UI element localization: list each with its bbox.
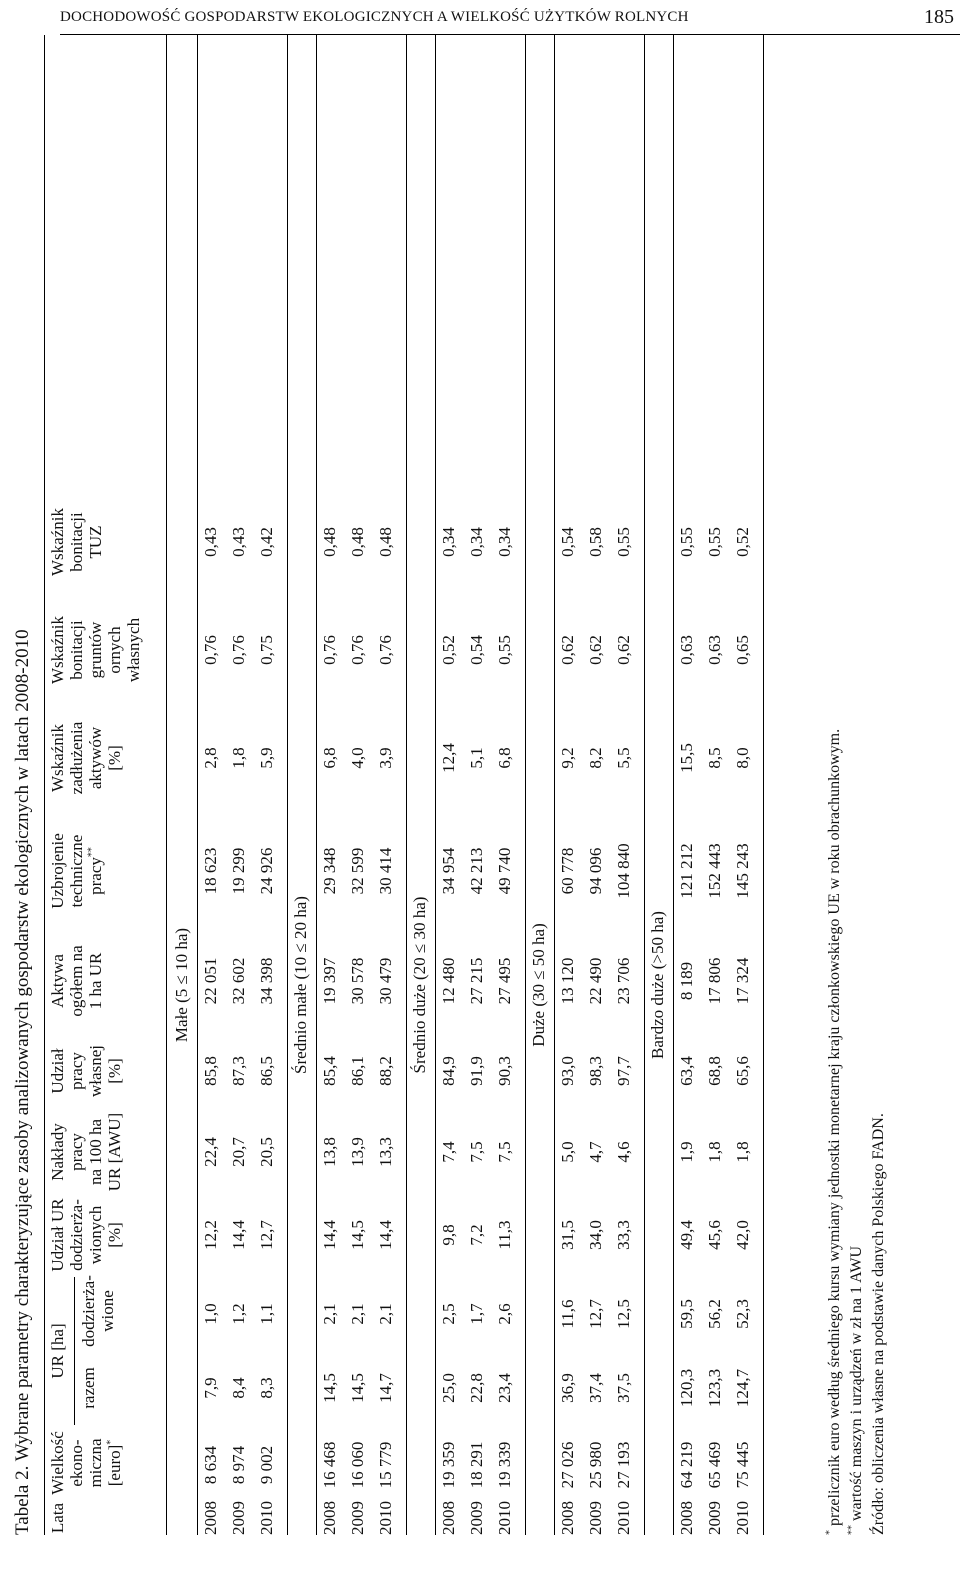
table-cell: 8,2 [586, 747, 605, 769]
table-cell: 1,8 [705, 1141, 724, 1163]
header-naklady-line: pracy [67, 1133, 86, 1171]
table-cell: 8,3 [257, 1377, 276, 1399]
table-cell: 11,3 [495, 1220, 514, 1250]
header-naklady-line: na 100 ha [86, 1118, 105, 1186]
section-rule [763, 35, 764, 1535]
table-cell: 0,54 [467, 635, 486, 665]
footnote-mark: ** [846, 1525, 858, 1535]
table-cell: 0,76 [229, 635, 248, 665]
table-cell: 8,4 [229, 1377, 248, 1399]
table-cell: 0,75 [257, 635, 276, 665]
header-bonitacja-gruntow-line: ornych [105, 626, 124, 674]
table-cell: 4,6 [614, 1141, 633, 1163]
header-uzbrojenie-line [86, 811, 105, 931]
table-cell: 2008 [201, 1501, 220, 1535]
header-wielkosc-line [105, 1423, 124, 1503]
table-cell: 2010 [614, 1501, 633, 1535]
table-cell: 2010 [257, 1501, 276, 1535]
header-udzial-ur-line: [%] [105, 1222, 124, 1248]
table-cell: 85,8 [201, 1056, 220, 1086]
table-cell: 9,2 [558, 747, 577, 769]
table-cell: 22 051 [201, 957, 220, 1005]
rule-header-bottom [166, 35, 167, 1535]
table-cell: 30 578 [348, 957, 367, 1005]
table-cell: 84,9 [439, 1056, 458, 1086]
table-cell: 0,48 [348, 527, 367, 557]
footnote-2 [848, 1246, 866, 1535]
table-cell: 65,6 [733, 1056, 752, 1086]
table-cell: 34 954 [439, 847, 458, 895]
header-naklady [48, 1109, 124, 1195]
table-cell: 16 468 [320, 1441, 339, 1489]
table-cell: 1,1 [257, 1303, 276, 1325]
table-cell: 17 324 [733, 957, 752, 1005]
table-cell: 18 623 [201, 847, 220, 895]
header-udzial-pracy-line: Udział [48, 1048, 67, 1094]
table-cell: 2,6 [495, 1303, 514, 1325]
header-ur-dodzierzawione [79, 1271, 117, 1351]
table-cell: 93,0 [558, 1056, 577, 1086]
header-aktywa-line: Aktywa [48, 954, 67, 1008]
section-rule [197, 35, 198, 1535]
table-cell: 0,63 [705, 635, 724, 665]
footnote-text: przelicznik euro według średniego kursu wymiany jednostki monetarnej kraju członkowskiego UE w roku obrachunkowym. [826, 728, 843, 1526]
table-cell: 0,55 [705, 527, 724, 557]
table-cell: 7,2 [467, 1224, 486, 1246]
table-cell: 14,5 [320, 1373, 339, 1403]
table-cell: 2,1 [348, 1303, 367, 1325]
table-cell: 14,4 [320, 1220, 339, 1250]
header-udzial-ur-line: dodzierża- [67, 1199, 86, 1271]
table-cell: 104 840 [614, 843, 633, 899]
table-cell: 2009 [229, 1501, 248, 1535]
table-cell: 7,9 [201, 1377, 220, 1399]
table-cell: 2,5 [439, 1303, 458, 1325]
header-aktywa [48, 929, 105, 1033]
table-cell: 25,0 [439, 1373, 458, 1403]
header-zadluzenie-line: aktywów [86, 726, 105, 790]
header-uzbrojenie-unit: pracy [86, 857, 105, 895]
table-cell: 22,8 [467, 1373, 486, 1403]
rule-top [44, 35, 45, 1535]
table-cell: 45,6 [705, 1220, 724, 1250]
table-cell: 22,4 [201, 1137, 220, 1167]
header-naklady-line: UR [AWU] [105, 1112, 124, 1192]
table-cell: 14,5 [348, 1220, 367, 1250]
header-udzial-ur-line: Udział UR [48, 1198, 67, 1272]
header-lata-text: Lata [48, 1502, 67, 1534]
table-cell: 0,76 [201, 635, 220, 665]
table-cell: 20,7 [229, 1137, 248, 1167]
table-cell: 33,3 [614, 1220, 633, 1250]
table-cell: 8 634 [201, 1445, 220, 1485]
table-cell: 60 778 [558, 847, 577, 895]
table-cell: 2,1 [320, 1303, 339, 1325]
section-rule [316, 35, 317, 1535]
table-cell: 34 398 [257, 957, 276, 1005]
rule-ur-group [74, 1277, 75, 1425]
table-cell: 14,5 [348, 1373, 367, 1403]
header-bonitacja-tuz-line: Wskaźnik [48, 508, 67, 576]
header-udzial-ur [48, 1193, 124, 1277]
table-cell: 13,8 [320, 1137, 339, 1167]
table-cell: 1,8 [733, 1141, 752, 1163]
table-cell: 8 974 [229, 1445, 248, 1485]
header-bonitacja-gruntow-line: bonitacji [67, 620, 86, 680]
section-title: Średnio duże (20 ≤ 30 ha) [410, 896, 429, 1074]
table-cell: 88,2 [376, 1056, 395, 1086]
header-udzial-pracy-line: własnej [86, 1045, 105, 1097]
table-cell: 68,8 [705, 1056, 724, 1086]
header-wielkosc-line: Wielkość [48, 1431, 67, 1495]
header-udzial-ur-line: wionych [86, 1205, 105, 1265]
table-cell: 2010 [733, 1501, 752, 1535]
table-cell: 0,48 [320, 527, 339, 557]
header-uzbrojenie [48, 811, 105, 931]
footnote-mark: * [105, 1439, 117, 1445]
table-cell: 5,9 [257, 747, 276, 769]
table-cell: 12,2 [201, 1220, 220, 1250]
table-cell: 23 706 [614, 957, 633, 1005]
table-caption: Tabela 2. Wybrane parametry charakteryzujące zasoby analizowanych gospodarstw ekologicznych w latach 2008-2010 [12, 629, 33, 1535]
header-uzbrojenie-line: Uzbrojenie [48, 833, 67, 909]
table-cell: 0,58 [586, 527, 605, 557]
table-cell: 0,62 [558, 635, 577, 665]
table-cell: 0,43 [201, 527, 220, 557]
header-wielkosc-line: ekono- [67, 1439, 86, 1487]
table-cell: 19 397 [320, 957, 339, 1005]
table-cell: 0,63 [677, 635, 696, 665]
table-cell: 2009 [705, 1501, 724, 1535]
table-cell: 1,0 [201, 1303, 220, 1325]
table-cell: 6,8 [495, 747, 514, 769]
table-cell: 27 495 [495, 957, 514, 1005]
table-cell: 1,7 [467, 1303, 486, 1325]
section-title: Średnio małe (10 ≤ 20 ha) [291, 896, 310, 1074]
table-cell: 2009 [348, 1501, 367, 1535]
footnote-source [870, 1113, 888, 1535]
header-aktywa-line: ogółem na [67, 945, 86, 1017]
table-cell: 2008 [439, 1501, 458, 1535]
table-cell: 5,1 [467, 747, 486, 769]
table-cell: 22 490 [586, 957, 605, 1005]
table-cell: 152 443 [705, 843, 724, 899]
header-udzial-pracy-line: [%] [105, 1058, 124, 1084]
rotated-table-page [4, 35, 894, 1535]
table-cell: 2010 [376, 1501, 395, 1535]
table-cell: 19 299 [229, 847, 248, 895]
table-cell: 12,4 [439, 743, 458, 773]
table-cell: 2008 [320, 1501, 339, 1535]
table-cell: 34,0 [586, 1220, 605, 1250]
table-cell: 86,1 [348, 1056, 367, 1086]
table-cell: 7,5 [467, 1141, 486, 1163]
table-cell: 2008 [677, 1501, 696, 1535]
table-cell: 65 469 [705, 1441, 724, 1489]
table-cell: 1,8 [229, 747, 248, 769]
table-cell: 123,3 [705, 1368, 724, 1408]
table-cell: 2008 [558, 1501, 577, 1535]
table-cell: 9,8 [439, 1224, 458, 1246]
table-cell: 27 215 [467, 957, 486, 1005]
table-cell: 0,65 [733, 635, 752, 665]
table-cell: 32 602 [229, 957, 248, 1005]
table-cell: 0,34 [439, 527, 458, 557]
header-ur-razem-text: razem [79, 1367, 98, 1409]
table-cell: 90,3 [495, 1056, 514, 1086]
table-cell: 14,4 [229, 1220, 248, 1250]
header-udzial-pracy-line: pracy [67, 1052, 86, 1090]
table-cell: 1,9 [677, 1141, 696, 1163]
table-cell: 23,4 [495, 1373, 514, 1403]
table-cell: 20,5 [257, 1137, 276, 1167]
table-cell: 0,52 [439, 635, 458, 665]
table-cell: 0,43 [229, 527, 248, 557]
table-cell: 42,0 [733, 1220, 752, 1250]
header-aktywa-line: 1 ha UR [86, 952, 105, 1010]
table-cell: 1,2 [229, 1303, 248, 1325]
header-zadluzenie-line: zadłużenia [67, 721, 86, 795]
section-rule [554, 35, 555, 1535]
table-cell: 0,76 [376, 635, 395, 665]
header-naklady-line: Nakłady [48, 1123, 67, 1181]
table-cell: 2,1 [376, 1303, 395, 1325]
table-cell: 4,0 [348, 747, 367, 769]
table-cell: 16 060 [348, 1441, 367, 1489]
table-cell: 14,7 [376, 1373, 395, 1403]
table-cell: 27 193 [614, 1441, 633, 1489]
table-cell: 145 243 [733, 843, 752, 899]
header-bonitacja-gruntow-line: własnych [124, 617, 143, 683]
header-wielkosc [48, 1423, 124, 1503]
table-cell: 91,9 [467, 1056, 486, 1086]
header-ur-dodz-line: dodzierża- [79, 1275, 98, 1347]
header-wielkosc-line: miczna [86, 1438, 105, 1488]
table-cell: 14,4 [376, 1220, 395, 1250]
table-cell: 94 096 [586, 847, 605, 895]
footnote-text: wartość maszyn i urządzeń w zł na 1 AWU [848, 1245, 865, 1521]
table-cell: 0,34 [495, 527, 514, 557]
table-cell: 0,55 [495, 635, 514, 665]
table-cell: 52,3 [733, 1299, 752, 1329]
header-bonitacja-gruntow-line: Wskaźnik [48, 616, 67, 684]
table-cell: 12,7 [586, 1299, 605, 1329]
table-cell: 5,5 [614, 747, 633, 769]
table-cell: 30 414 [376, 847, 395, 895]
table-cell: 2009 [586, 1501, 605, 1535]
header-uzbrojenie-line: techniczne [67, 834, 86, 908]
header-zadluzenie-line: Wskaźnik [48, 724, 67, 792]
table-cell: 0,52 [733, 527, 752, 557]
table-cell: 13,3 [376, 1137, 395, 1167]
table-cell: 5,0 [558, 1141, 577, 1163]
table-cell: 0,62 [586, 635, 605, 665]
table-cell: 0,48 [376, 527, 395, 557]
table-cell: 124,7 [733, 1368, 752, 1408]
table-cell: 0,55 [614, 527, 633, 557]
footnote-text: Źródło: obliczenia własne na podstawie danych Polskiego FADN. [870, 1113, 887, 1535]
table-cell: 8,0 [733, 747, 752, 769]
table-cell: 18 291 [467, 1441, 486, 1489]
table-cell: 12,7 [257, 1220, 276, 1250]
header-ur-dodz-line: wione [98, 1290, 117, 1332]
table-cell: 120,3 [677, 1368, 696, 1408]
table-cell: 85,4 [320, 1056, 339, 1086]
table-cell: 7,5 [495, 1141, 514, 1163]
table-cell: 8,5 [705, 747, 724, 769]
running-header [60, 0, 960, 35]
table-cell: 42 213 [467, 847, 486, 895]
header-bonitacja-tuz-line: TUZ [86, 525, 105, 559]
table-cell: 0,76 [348, 635, 367, 665]
table-cell: 9 002 [257, 1445, 276, 1485]
table-cell: 36,9 [558, 1373, 577, 1403]
section-rule [435, 35, 436, 1535]
table-cell: 12 480 [439, 957, 458, 1005]
table-cell: 24 926 [257, 847, 276, 895]
table-cell: 11,6 [558, 1299, 577, 1329]
table-cell: 17 806 [705, 957, 724, 1005]
table-cell: 0,62 [614, 635, 633, 665]
header-ur-razem [79, 1351, 98, 1425]
table-cell: 27 026 [558, 1441, 577, 1489]
header-lata [48, 1501, 67, 1535]
table-cell: 4,7 [586, 1141, 605, 1163]
table-cell: 59,5 [677, 1299, 696, 1329]
table-cell: 75 445 [733, 1441, 752, 1489]
section-rule [287, 35, 288, 1535]
section-rule [644, 35, 645, 1535]
section-title: Małe (5 ≤ 10 ha) [172, 927, 191, 1043]
table-cell: 29 348 [320, 847, 339, 895]
table-cell: 2009 [467, 1501, 486, 1535]
section-title: Bardzo duże (>50 ha) [648, 911, 667, 1059]
table-cell: 0,55 [677, 527, 696, 557]
table-cell: 7,4 [439, 1141, 458, 1163]
table-cell: 87,3 [229, 1056, 248, 1086]
header-bonitacja-tuz-line: bonitacji [67, 512, 86, 572]
footnote-mark: * [824, 1530, 836, 1535]
header-ur-group-text: UR [ha] [48, 1323, 67, 1379]
header-bonitacja-tuz [48, 487, 105, 597]
table-cell: 12,5 [614, 1299, 633, 1329]
table-cell: 49 740 [495, 847, 514, 895]
table-cell: 0,76 [320, 635, 339, 665]
table-cell: 19 339 [495, 1441, 514, 1489]
table-cell: 3,9 [376, 747, 395, 769]
table-cell: 8 189 [677, 961, 696, 1001]
table-cell: 2010 [495, 1501, 514, 1535]
table-cell: 31,5 [558, 1220, 577, 1250]
table-cell: 37,5 [614, 1373, 633, 1403]
table-cell: 2,8 [201, 747, 220, 769]
header-zadluzenie [48, 703, 124, 813]
table-cell: 56,2 [705, 1299, 724, 1329]
table-cell: 64 219 [677, 1441, 696, 1489]
section-rule [525, 35, 526, 1535]
table-cell: 37,4 [586, 1373, 605, 1403]
table-cell: 0,34 [467, 527, 486, 557]
header-ur-group [48, 1277, 67, 1425]
header-bonitacja-gruntow-line: gruntów [86, 621, 105, 679]
table-cell: 15 779 [376, 1441, 395, 1489]
table-cell: 13,9 [348, 1137, 367, 1167]
running-header-title: DOCHODOWOŚĆ GOSPODARSTW EKOLOGICZNYCH A WIELKOŚĆ UŻYTKÓW ROLNYCH [60, 9, 689, 25]
section-rule [673, 35, 674, 1535]
section-title: Duże (30 ≤ 50 ha) [529, 923, 548, 1047]
header-bonitacja-gruntow [48, 595, 143, 705]
header-zadluzenie-line: [%] [105, 745, 124, 771]
table-cell: 32 599 [348, 847, 367, 895]
table-cell: 0,54 [558, 527, 577, 557]
table-cell: 86,5 [257, 1056, 276, 1086]
table-cell: 13 120 [558, 957, 577, 1005]
footnote-mark: ** [86, 847, 98, 858]
footnote-1 [826, 729, 844, 1535]
header-udzial-pracy [48, 1031, 124, 1111]
page-number: 185 [924, 6, 954, 28]
table-cell: 30 479 [376, 957, 395, 1005]
table-cell: 97,7 [614, 1056, 633, 1086]
table-cell: 15,5 [677, 743, 696, 773]
table-cell: 0,42 [257, 527, 276, 557]
table-cell: 19 359 [439, 1441, 458, 1489]
section-rule [406, 35, 407, 1535]
table-cell: 98,3 [586, 1056, 605, 1086]
table-cell: 6,8 [320, 747, 339, 769]
header-wielkosc-unit: [euro] [105, 1444, 124, 1487]
table-cell: 25 980 [586, 1441, 605, 1489]
table-cell: 121 212 [677, 843, 696, 899]
table-cell: 49,4 [677, 1220, 696, 1250]
table-cell: 63,4 [677, 1056, 696, 1086]
